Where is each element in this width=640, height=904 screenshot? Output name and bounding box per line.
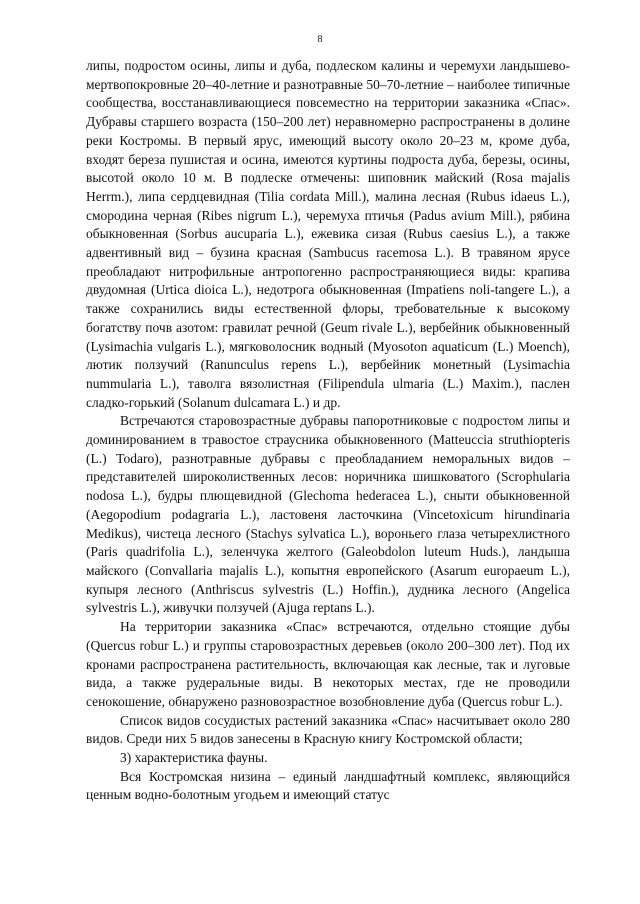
paragraph: 3) характеристика фауны. (120, 750, 268, 766)
paragraph: Список видов сосудистых растений заказника «Спас» насчитывает около 280 видов. Среди них 5 видов занесены в Красную книгу Костромской области; (86, 712, 570, 747)
paragraph: Вся Костромская низина – единый ландшафтный комплекс, являющийся ценным водно-болотным угодьем и имеющий статус (86, 768, 570, 803)
body-text (86, 57, 570, 805)
paragraph: Встречаются старовозрастные дубравы папоротниковые с подростом липы и доминированием в травостое страусника обыкновенного (Matteuccia struthiopteris (L.) Todaro), разнотравные дубравы с преобладанием неморальных видов – представителей широколиственных лесов: норичника шишковатого (Scrophularia nodosa L.), будры плющевидной (Glechoma hederacea L.), сныти обыкновенной (Aegopodium podagraria L.), ластовеня ласточкина (Vincetoxicum hirundinaria Medikus), чистеца лесного (Stachys sylvatica L.), вороньего глаза четырехлистного (Paris quadrifolia L.), зеленчука желтого (Galeobdolon luteum Huds.), ландыша майского (Convallaria majalis L.), копытня европейского (Asarum europaeum L.), купыря лесного (Anthriscus sylvestris (L.) Hoffin.), дудника лесного (Angelica sylvestris L.), живучки ползучей (Ajuga reptans L.). (86, 413, 570, 616)
page-number: 8 (317, 34, 323, 45)
paragraph: липы, подростом осины, липы и дуба, подлеском калины и черемухи ландышево-мертвопокровные 20–40-летние и разнотравные 50–70-летние – наиболее типичные сообщества, восстанавливающиеся повсеместно на территории заказника «Спас». Дубравы старшего возраста (150–200 лет) неравномерно распространены в долине реки Костромы. В первый ярус, имеющий высоту около 20–23 м, кроме дуба, входят береза пушистая и осина, имеются куртины подроста дуба, березы, осины, высотой около 10 м. В подлеске отмечены: шиповник майский (Rosa majalis Herrm.), липа сердцевидная (Tilia cordata Mill.), малина лесная (Rubus idaeus L.), смородина черная (Ribes nigrum L.), черемуха птичья (Padus avium Mill.), рябина обыкновенная (Sorbus aucuparia L.), ежевика сизая (Rubus caesius L.), а также адвентивный вид – бузина красная (Sambucus racemosa L.). В травяном ярусе преобладают нитрофильные антропогенно распространяющиеся виды: крапива двудомная (Urtica dioica L.), недотрога обыкновенная (Impatiens noli-tangere L.), а также сохранились виды естественной флоры, требовательные к высокому богатству почв азотом: гравилат речной (Geum rivale L.), вербейник обыкновенный (Lysimachia vulgaris L.), мягковолосник водный (Myosoton aquaticum (L.) Moench), лютик ползучий (Ranunculus repens L.), вербейник монетный (Lysimachia nummularia L.), таволга вязолистная (Filipendula ulmaria (L.) Maxim.), паслен сладко-горький (Solanum dulcamara L.) и др. (86, 58, 570, 410)
paragraph: На территории заказника «Спас» встречаются, отдельно стоящие дубы (Quercus robur L.) и группы старовозрастных деревьев (около 200–300 лет). Под их кронами распространена растительность, включающая как лесные, так и луговые вида, а также рудеральные виды. В некоторых местах, где не проводили сенокошение, обнаружено разновозрастное возобновление дуба (Quercus robur L.). (86, 619, 570, 709)
